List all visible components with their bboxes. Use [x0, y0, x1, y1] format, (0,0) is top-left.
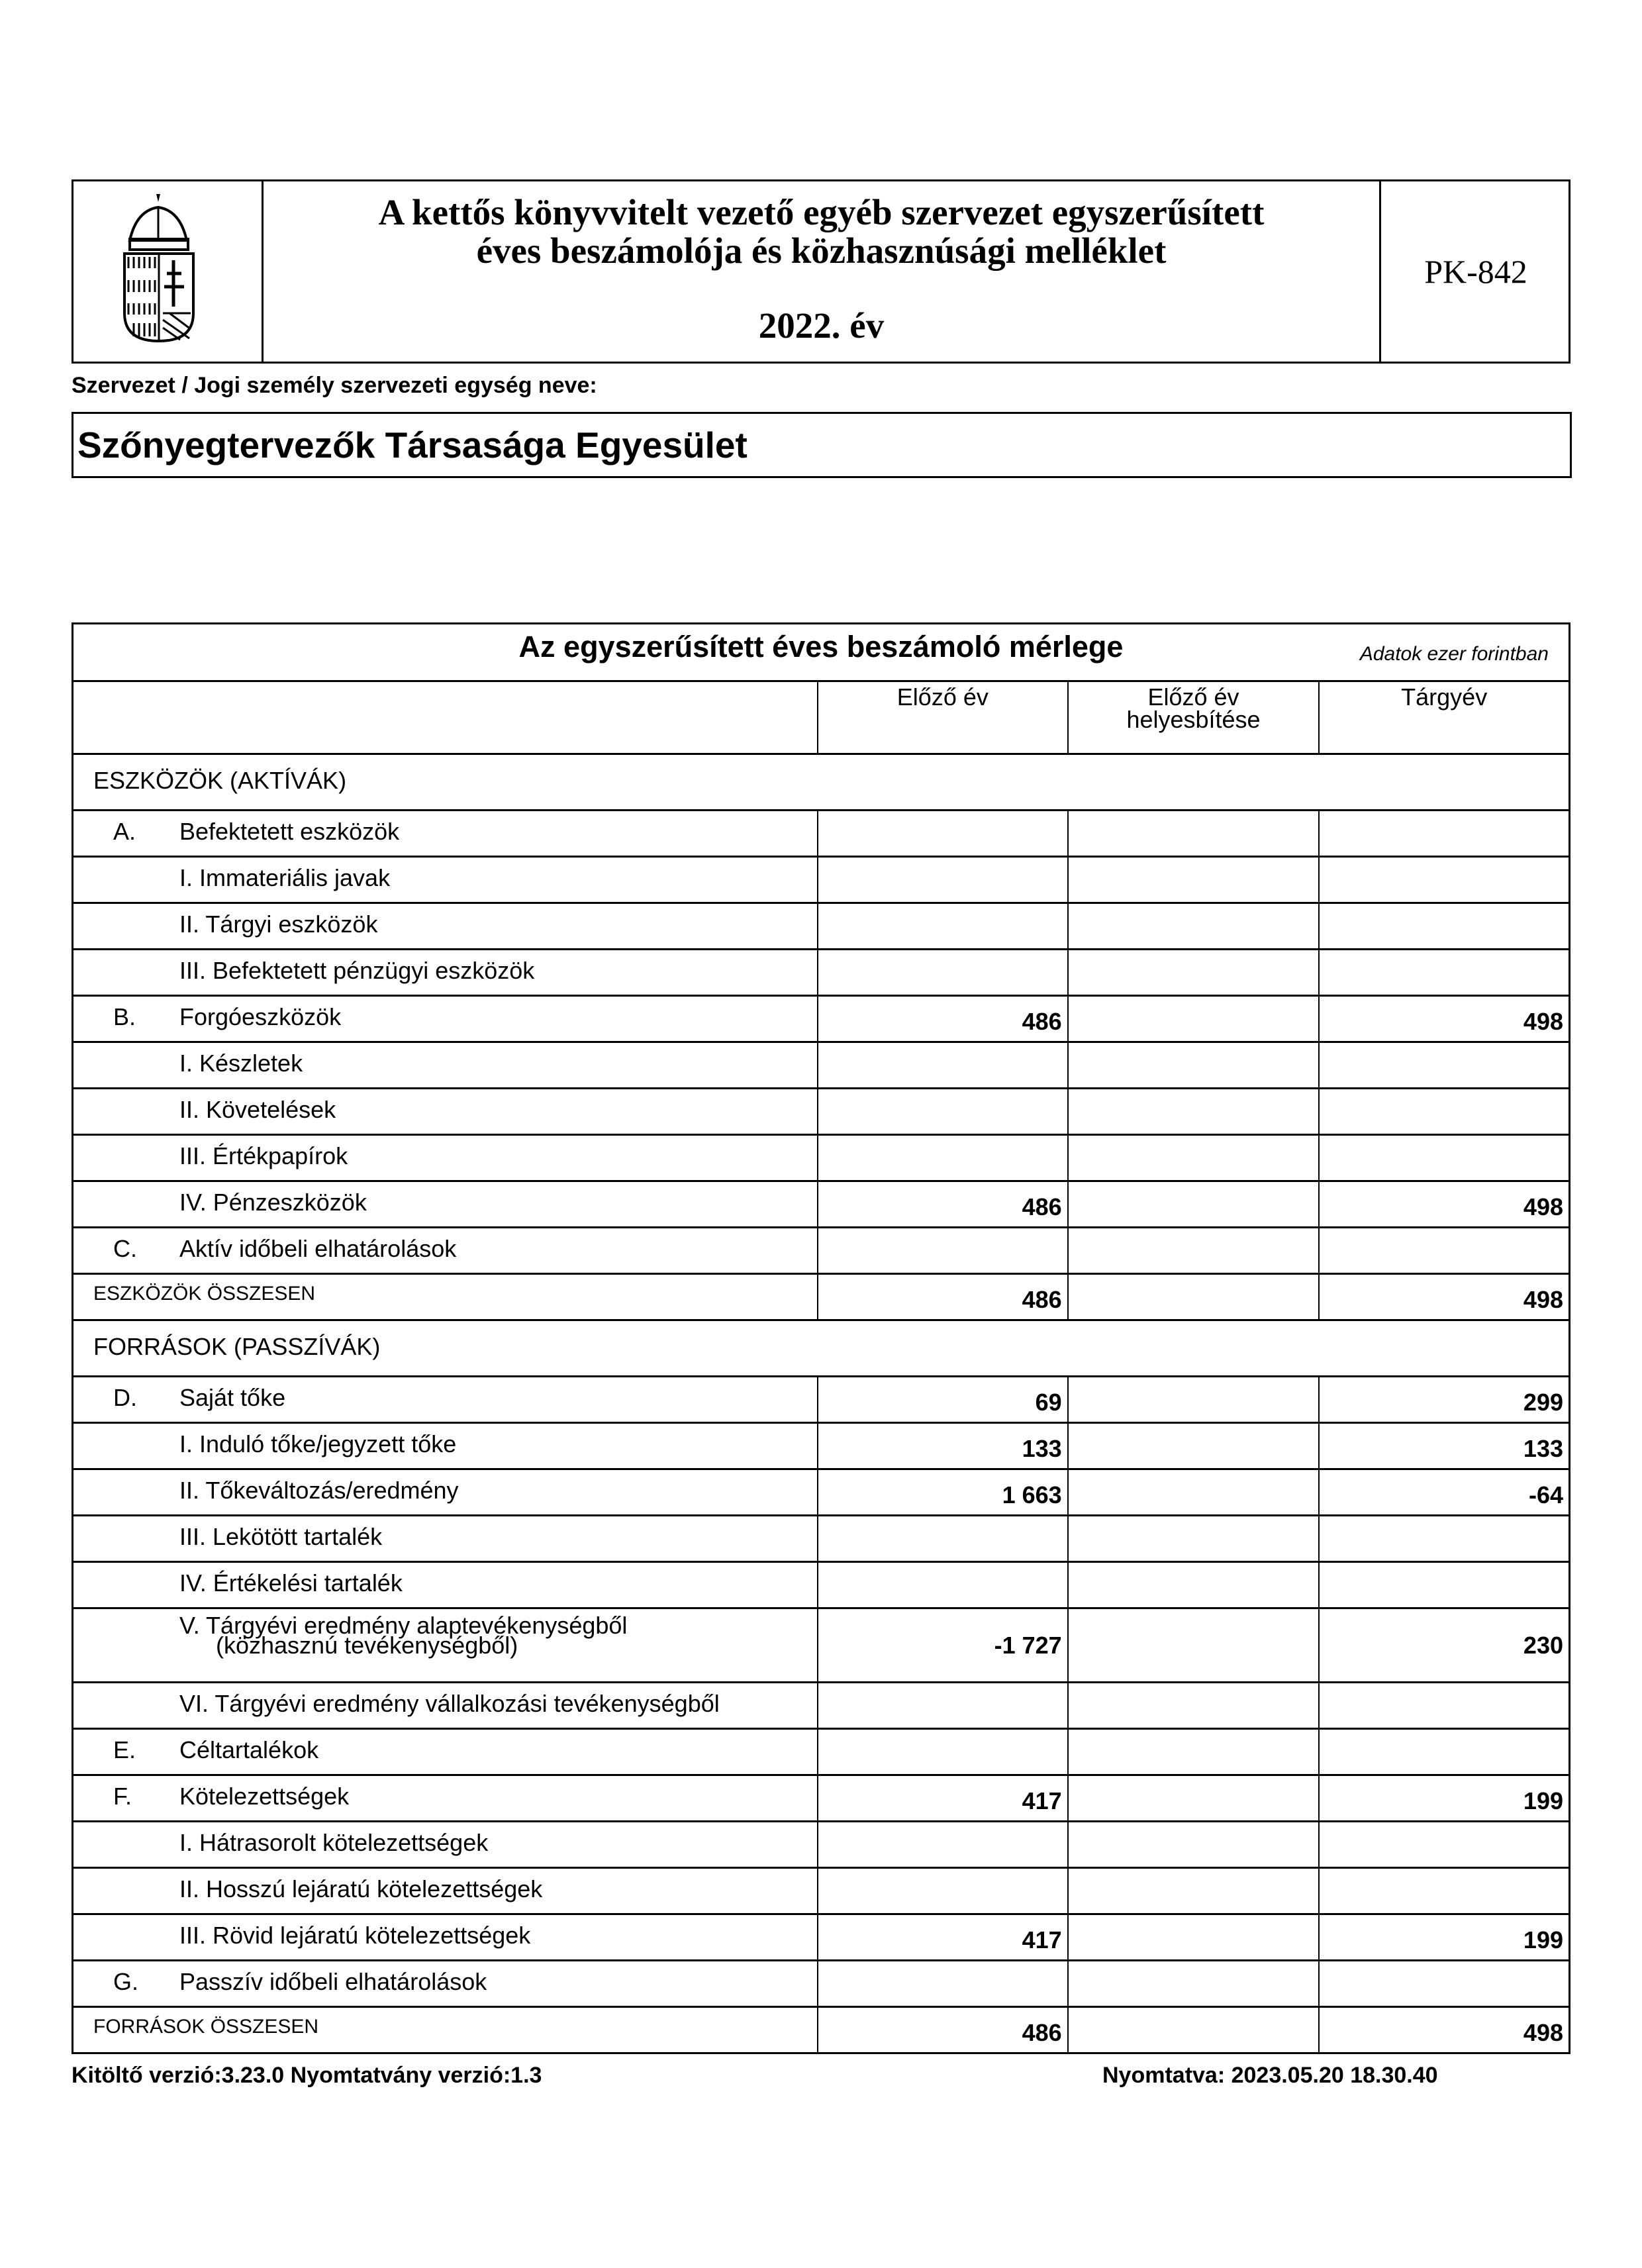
value-correction	[1069, 1136, 1320, 1180]
value-correction	[1069, 1961, 1320, 2006]
value-prev	[818, 950, 1069, 995]
value-current	[1320, 950, 1569, 995]
table-row	[73, 902, 1569, 948]
value-current	[1320, 1043, 1569, 1087]
table-row	[73, 1180, 1569, 1226]
value-current: 498	[1523, 1193, 1563, 1220]
value-correction	[1069, 1043, 1320, 1087]
row-letter: B.	[113, 1003, 136, 1030]
table-row	[73, 1774, 1569, 1820]
column-header-prev-text: Előző év	[896, 683, 989, 711]
value-correction	[1069, 1869, 1320, 1913]
value-prev: 69	[818, 1377, 1069, 1422]
table-row	[73, 1422, 1569, 1468]
value-current	[1320, 1136, 1569, 1180]
value-correction	[1069, 1275, 1320, 1319]
value-prev	[818, 904, 1069, 948]
value-prev	[818, 1043, 1069, 1087]
value-current	[1320, 1683, 1569, 1728]
table-row	[73, 1134, 1569, 1180]
value-current	[1320, 1869, 1569, 1913]
row-label: Aktív időbeli elhatárolások	[179, 1235, 457, 1262]
form-title	[264, 193, 1379, 270]
assets-section-header: ESZKÖZÖK (AKTÍVÁK)	[73, 753, 1569, 809]
value-correction	[1069, 1683, 1320, 1728]
organization-name-field	[72, 412, 1572, 478]
value-current: 498	[1523, 1008, 1563, 1035]
row-letter: F.	[113, 1783, 132, 1810]
value-correction	[1069, 1822, 1320, 1867]
row-letter: G.	[113, 1968, 139, 1995]
emblem-cell	[72, 179, 264, 364]
value-correction	[1069, 1563, 1320, 1607]
table-title: Az egyszerűsített éves beszámoló mérlege	[518, 630, 1124, 664]
row-label: II. Követelések	[179, 1096, 336, 1123]
liabilities-total-label: FORRÁSOK ÖSSZESEN	[93, 2016, 319, 2038]
value-correction	[1069, 1377, 1320, 1422]
row-label-line2: (közhasznú tevékenységből)	[216, 1632, 518, 1659]
value-correction	[1069, 1915, 1320, 1959]
value-prev: -1 727	[818, 1609, 1069, 1681]
value-current	[1320, 1089, 1569, 1134]
table-row	[73, 1375, 1569, 1422]
row-label: II. Hosszú lejáratú kötelezettségek	[179, 1875, 543, 1902]
table-row	[73, 809, 1569, 856]
value-current	[1320, 811, 1569, 856]
value-correction	[1069, 858, 1320, 902]
row-label	[179, 1612, 628, 1659]
value-prev	[818, 1730, 1069, 1774]
row-label: IV. Pénzeszközök	[179, 1189, 367, 1216]
liabilities-total-row	[73, 2006, 1569, 2052]
row-label: Saját tőke	[179, 1384, 286, 1411]
table-row	[73, 1561, 1569, 1607]
value-current: 199	[1523, 1926, 1563, 1953]
row-label: III. Rövid lejáratú kötelezettségek	[179, 1922, 531, 1949]
value-current	[1320, 1730, 1569, 1774]
value-correction	[1069, 1470, 1320, 1514]
value-prev: 486	[818, 2008, 1069, 2052]
column-header-correction-line2: helyesbítése	[1126, 706, 1261, 733]
row-label: I. Készletek	[179, 1050, 303, 1077]
row-label: I. Hátrasorolt kötelezettségek	[179, 1829, 489, 1856]
value-correction	[1069, 1730, 1320, 1774]
row-label: I. Induló tőke/jegyzett tőke	[179, 1430, 457, 1457]
table-title-row	[73, 624, 1569, 680]
version-info: Kitöltő verzió:3.23.0 Nyomtatvány verzió:1.3	[72, 2063, 542, 2088]
row-label: I. Immateriális javak	[179, 864, 391, 891]
value-correction	[1069, 1609, 1320, 1681]
value-prev: 1 663	[818, 1470, 1069, 1514]
print-timestamp: Nyomtatva: 2023.05.20 18.30.40	[1102, 2063, 1438, 2088]
row-label: Forgóeszközök	[179, 1003, 342, 1030]
table-row	[73, 1867, 1569, 1913]
row-letter: E.	[113, 1736, 136, 1763]
row-label: III. Befektetett pénzügyi eszközök	[179, 957, 535, 984]
value-correction	[1069, 950, 1320, 995]
value-correction	[1069, 997, 1320, 1041]
row-letter: A.	[113, 818, 136, 845]
value-prev	[818, 1961, 1069, 2006]
value-current	[1320, 904, 1569, 948]
table-row	[73, 1607, 1569, 1681]
assets-total-label: ESZKÖZÖK ÖSSZESEN	[93, 1283, 316, 1305]
value-current: 230	[1523, 1631, 1563, 1659]
value-prev	[818, 1683, 1069, 1728]
column-header-label	[73, 682, 818, 753]
column-header-prev	[818, 682, 1069, 753]
value-prev: 417	[818, 1776, 1069, 1820]
hungarian-coat-of-arms-icon	[117, 187, 203, 346]
organization-label: Szervezet / Jogi személy szervezeti egység neve:	[72, 373, 597, 398]
balance-sheet-table	[72, 622, 1570, 2054]
value-current	[1320, 1516, 1569, 1561]
row-letter: D.	[113, 1384, 137, 1411]
organization-name: Szőnyegtervezők Társasága Egyesület	[77, 424, 748, 466]
value-correction	[1069, 1776, 1320, 1820]
table-row	[73, 1681, 1569, 1728]
value-prev	[818, 858, 1069, 902]
column-header-current	[1320, 682, 1569, 753]
value-prev: 486	[818, 1182, 1069, 1226]
value-correction	[1069, 1182, 1320, 1226]
value-prev	[818, 1563, 1069, 1607]
row-letter: C.	[113, 1235, 137, 1262]
table-row	[73, 1087, 1569, 1134]
row-label: III. Lekötött tartalék	[179, 1523, 383, 1550]
form-year: 2022. év	[758, 305, 885, 346]
value-prev	[818, 1089, 1069, 1134]
value-correction	[1069, 1089, 1320, 1134]
table-row	[73, 1468, 1569, 1514]
table-row	[73, 1728, 1569, 1774]
column-header-correction-text	[1126, 683, 1261, 733]
value-current	[1320, 858, 1569, 902]
table-row	[73, 1820, 1569, 1867]
value-current: 498	[1523, 2019, 1563, 2046]
value-current: 199	[1523, 1787, 1563, 1814]
table-row	[73, 948, 1569, 995]
value-correction	[1069, 904, 1320, 948]
column-header-correction-line1: Előző év	[1147, 683, 1239, 711]
row-label: Befektetett eszközök	[179, 818, 400, 845]
row-label: III. Értékpapírok	[179, 1142, 348, 1169]
row-label: Passzív időbeli elhatárolások	[179, 1968, 487, 1995]
assets-total-row	[73, 1273, 1569, 1319]
value-current	[1320, 1822, 1569, 1867]
row-label: II. Tőkeváltozás/eredmény	[179, 1477, 459, 1504]
table-row	[73, 1959, 1569, 2006]
row-label: Kötelezettségek	[179, 1783, 350, 1810]
row-label: Céltartalékok	[179, 1736, 319, 1763]
value-prev	[818, 1228, 1069, 1273]
value-prev	[818, 1136, 1069, 1180]
row-label: IV. Értékelési tartalék	[179, 1569, 403, 1597]
table-row	[73, 995, 1569, 1041]
unit-note: Adatok ezer forintban	[1359, 643, 1549, 665]
value-prev: 486	[818, 997, 1069, 1041]
value-prev: 486	[818, 1275, 1069, 1319]
value-current: -64	[1528, 1481, 1563, 1508]
value-prev	[818, 811, 1069, 856]
table-row	[73, 856, 1569, 902]
value-prev: 133	[818, 1424, 1069, 1468]
table-row	[73, 1514, 1569, 1561]
row-label: VI. Tárgyévi eredmény vállalkozási tevékenységből	[179, 1690, 720, 1717]
table-row	[73, 1041, 1569, 1087]
value-current: 133	[1523, 1435, 1563, 1462]
value-current: 498	[1523, 1286, 1563, 1313]
table-row	[73, 1913, 1569, 1959]
liabilities-section-header: FORRÁSOK (PASSZÍVÁK)	[73, 1319, 1569, 1375]
value-prev	[818, 1822, 1069, 1867]
value-current	[1320, 1563, 1569, 1607]
table-row	[73, 1226, 1569, 1273]
value-correction	[1069, 1228, 1320, 1273]
value-correction	[1069, 2008, 1320, 2052]
row-label-line1: V. Tárgyévi eredmény alaptevékenységből	[179, 1612, 628, 1639]
column-header-current-text: Tárgyév	[1401, 683, 1488, 711]
value-correction	[1069, 811, 1320, 856]
value-current	[1320, 1228, 1569, 1273]
form-code: PK-842	[1379, 179, 1570, 364]
value-correction	[1069, 1516, 1320, 1561]
value-prev	[818, 1516, 1069, 1561]
form-title-line2: éves beszámolója és közhasznúsági melléklet	[476, 230, 1167, 271]
value-prev: 417	[818, 1915, 1069, 1959]
form-title-line1: A kettős könyvvitelt vezető egyéb szervezet egyszerűsített	[378, 192, 1265, 232]
value-prev	[818, 1869, 1069, 1913]
value-current	[1320, 1961, 1569, 2006]
column-header-correction	[1069, 682, 1320, 753]
value-current: 299	[1523, 1389, 1563, 1416]
row-label: II. Tárgyi eszközök	[179, 911, 378, 938]
column-header-row	[73, 680, 1569, 753]
value-correction	[1069, 1424, 1320, 1468]
